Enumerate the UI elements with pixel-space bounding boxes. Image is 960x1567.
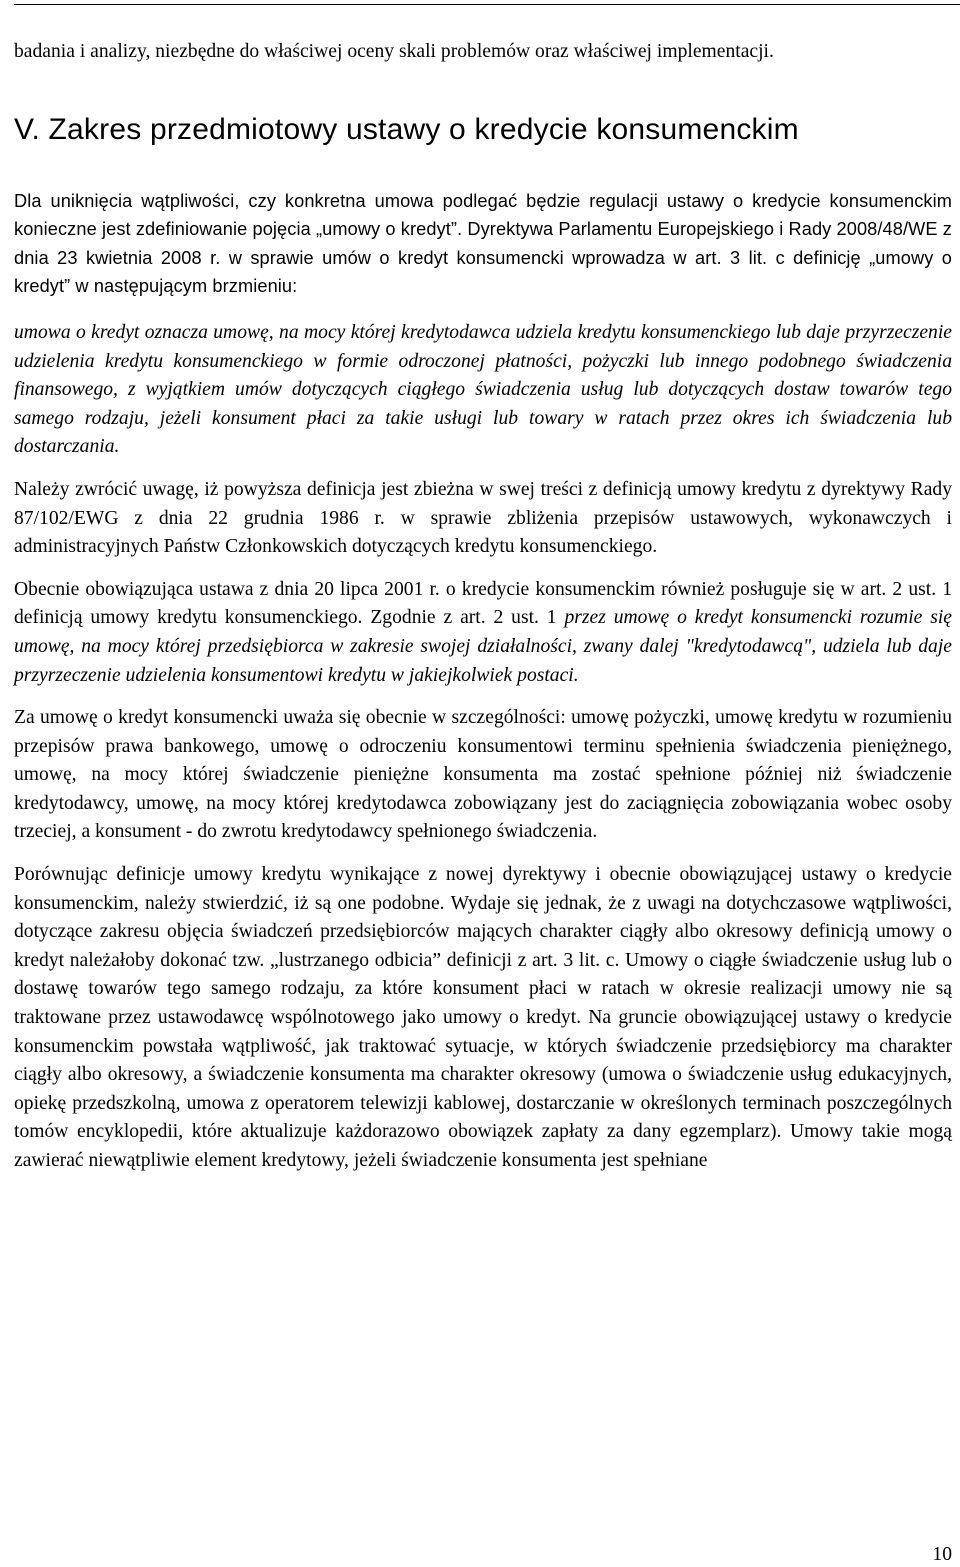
paragraph-current-law <box>14 576 952 690</box>
document-page <box>14 38 952 1176</box>
current-law-quote: przez umowę o kredyt konsumencki rozumie się umowę, na mocy której przedsiębiorca w zakresie swojej działalności, zwany dalej "kredytodawcą", udziela lub daje przyrzeczenie udzielenia konsumentowi kredytu w jakiejkolwiek postaci. <box>14 607 952 686</box>
paragraph-analysis: Porównując definicje umowy kredytu wynikające z nowej dyrektywy i obecnie obowiązującej ustawy o kredycie konsumenckim, należy stwierdzić, iż są one podobne. Wydaje się jednak, że z uwagi na dotychczasowe wątpliwości, dotyczące zakresu objęcia świadczeń przedsiębiorców mających charakter ciągły albo okresowy definicją umowy o kredyt należałoby dokonać tzw. „lustrzanego odbicia” definicji z art. 3 lit. c. Umowy o ciągłe świadczenie usług lub o dostawę towarów tego samego rodzaju, za które konsument płaci w ratach w okresie realizacji umowy nie są traktowane przez ustawodawcę wspólnotowego jako umowy o kredyt. Na gruncie obowiązującej ustawy o kredycie konsumenckim powstała wątpliwość, jak traktować sytuacje, w których świadczenie przedsiębiorcy ma charakter ciągły albo okresowy, a świadczenie konsumenta ma charakter okresowy (umowa o świadczenie usług edukacyjnych, opiekę przedszkolną, umowa z operatorem telewizji kablowej, dostarczanie w określonych terminach poszczególnych tomów encyklopedii, które aktualizuje każdorazowo obowiązek zapłaty za dany egzemplarz). Umowy takie mogą zawierać niewątpliwie element kredytowy, jeżeli świadczenie konsumenta jest spełniane <box>14 864 952 1171</box>
intro-paragraph: badania i analizy, niezbędne do właściwej oceny skali problemów oraz właściwej implementacji. <box>14 41 774 62</box>
page-number: 10 <box>932 1544 952 1565</box>
paragraph-comparison: Należy zwrócić uwagę, iż powyższa definicja jest zbieżna w swej treści z definicją umowy kredytu z dyrektywy Rady 87/102/EWG z dnia 22 grudnia 1986 r. w sprawie zbliżenia przepisów ustawowych, wykonawczych i administracyjnych Państw Członkowskich dotyczących kredytu konsumenckiego. <box>14 478 952 558</box>
paragraph-definition-intro: Dla uniknięcia wątpliwości, czy konkretna umowa podlegać będzie regulacji ustawy o kredycie konsumenckim konieczne jest zdefiniowanie pojęcia „umowy o kredyt”. Dyrektywa Parlamentu Europejskiego i Rady 2008/48/WE z dnia 23 kwietnia 2008 r. w sprawie umów o kredyt konsumencki wprowadza w art. 3 lit. c definicję „umowy o kredyt” w następującym brzmieniu: <box>14 190 952 297</box>
section-heading: V. Zakres przedmiotowy ustawy o kredycie konsumenckim <box>14 112 799 146</box>
top-rule <box>14 0 960 5</box>
paragraph-examples: Za umowę o kredyt konsumencki uważa się obecnie w szczególności: umowę pożyczki, umowę kredytu w rozumieniu przepisów prawa bankowego, umowę o odroczeniu konsumentowi terminu spełnienia świadczenia pieniężnego, umowę, na mocy której świadczenie pieniężne konsumenta ma zostać spełnione później niż świadczenie kredytodawcy, umowę, na mocy której kredytodawca zobowiązany jest do zaciągnięcia zobowiązania wobec osoby trzeciej, a konsument - do zwrotu kredytodawcy spełnionego świadczenia. <box>14 707 952 843</box>
directive-definition-quote: umowa o kredyt oznacza umowę, na mocy której kredytodawca udziela kredytu konsumenckiego lub daje przyrzeczenie udzielenia kredytu konsumenckiego w formie odroczonej płatności, pożyczki lub innego podobnego świadczenia finansowego, z wyjątkiem umów dotyczących ciągłego świadczenia usług lub dotyczących dostaw towarów tego samego rodzaju, jeżeli konsument płaci za takie usługi lub towary w ratach przez okres ich świadczenia lub dostarczania. <box>14 321 952 458</box>
current-law-text: Obecnie obowiązująca ustawa z dnia 20 lipca 2001 r. o kredycie konsumenckim również posługuje się w art. 2 ust. 1 definicją umowy kredytu konsumenckiego. Zgodnie z art. 2 ust. 1 <box>14 578 952 629</box>
